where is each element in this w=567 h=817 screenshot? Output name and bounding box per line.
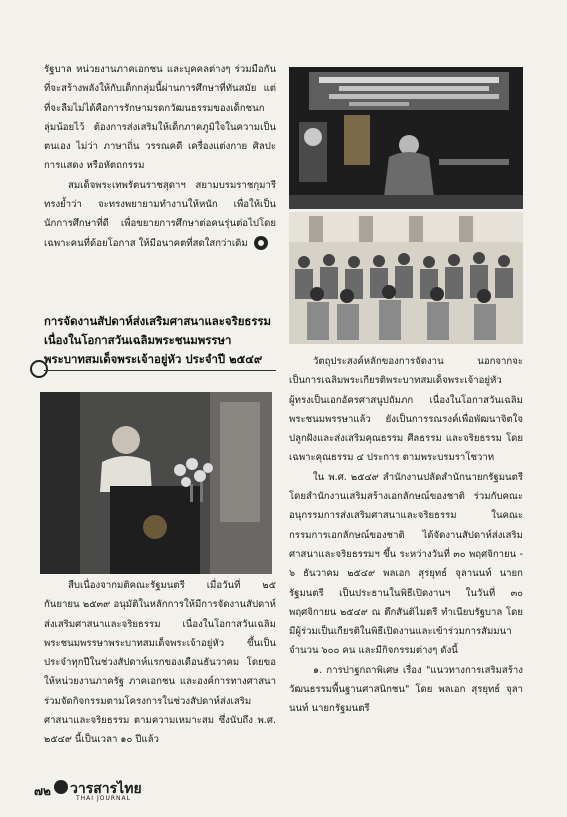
right-column-text <box>289 352 523 719</box>
journal-logo-english: THAI JOURNAL <box>76 795 131 802</box>
left-column-top-text <box>44 60 276 253</box>
page-number: ๗๒ <box>34 784 51 798</box>
paragraph-text: สมเด็จพระเทพรัตนราชสุดาฯ สยามบรมราชกุมารี ทรงย้ำว่า จะทรงพยายามทำงานให้หนัก เพื่อให้เป็นนักการศึกษาที่ดี เพื่อขยายการศึกษาต่อคนรุ่นต่อไปโดยเฉพาะคนที่ด้อยโอกาส ให้มีอนาคตที่สดใสกว่าเดิม <box>44 179 276 249</box>
heading-underline <box>44 370 276 371</box>
photo-ceremony-stage <box>289 67 523 209</box>
section-heading <box>44 312 276 371</box>
journal-logo-icon <box>54 780 68 794</box>
journal-logo-thai: วารสารไทย <box>70 781 142 797</box>
paragraph: รัฐบาล หน่วยงานภาคเอกชน และบุคคลต่างๆ ร่วมมือกันที่จะสร้างพลังให้กับเด็กกลุ่มนี้ผ่านการศึกษาที่ทันสมัย แต่ที่จะลืมไม่ได้คือการรักษามรดกวัฒนธรรมของเด็กชนกลุ่มน้อยไว้ ต้องการส่งเสริมให้เด็กภาคภูมิใจในความเป็นตนเอง ไม่ว่า ภาษาถิ่น วรรณคดี เครื่องแต่งกาย ศิลปะการแสดง หรือหัตถกรรม <box>44 64 276 172</box>
paragraph: สืบเนื่องจากมติคณะรัฐมนตรี เมื่อวันที่ ๒๕ กันยายน ๒๕๓๙ อนุมัติในหลักการให้มีการจัดงานสัปดาห์ส่งเสริมศาสนาและจริยธรรม เนื่องในโอกาสวันเฉลิมพระชนมพรรษาพระบาทสมเด็จพระเจ้าอยู่หัว ขึ้นเป็นประจำทุกปีในช่วงสัปดาห์แรกของเดือนธันวาคม โดยขอให้หน่วยงานภาครัฐ ภาคเอกชน และองค์การทางศาสนาร่วมจัดกิจกรรมตามโครงการในช่วงสัปดาห์ส่งเสริมศาสนาและจริยธรรม ตามความเหมาะสม ซึ่งนับถึง พ.ศ. ๒๕๔๙ นี้เป็นเวลา ๑๐ ปีแล้ว <box>44 580 276 746</box>
paragraph <box>44 176 276 253</box>
paragraph: วัตถุประสงค์หลักของการจัดงาน นอกจากจะเป็นการเฉลิมพระเกียรติพระบาทสมเด็จพระเจ้าอยู่หัวผู้ทรงเป็นเอกอัครศาสนูปถัมภก เนื่องในโอกาสวันเฉลิมพระชนมพรรษาแล้ว ยังเป็นการรณรงค์เพื่อพัฒนาจิตใจ ปลูกฝังและส่งเสริมคุณธรรม ศีลธรรม และจริยธรรม โดยเฉพาะคุณธรรม ๔ ประการ ตามพระบรมราโชวาท <box>289 356 523 464</box>
heading-line: การจัดงานสัปดาห์ส่งเสริมศาสนาและจริยธรรม <box>44 314 272 328</box>
page-footer <box>34 778 154 802</box>
left-column-bottom-text <box>44 576 276 750</box>
end-of-article-icon <box>254 236 268 250</box>
heading-line: เนื่องในโอกาสวันเฉลิมพระชนมพรรษา <box>44 333 232 347</box>
paragraph: ๑. การปาฐกถาพิเศษ เรื่อง "แนวทางการเสริมสร้างวัฒนธรรมพื้นฐานศาสนิกชน" โดย พลเอก สุรยุทธ์ จุลานนท์ นายกรัฐมนตรี <box>289 664 523 715</box>
heading-line: พระบาทสมเด็จพระเจ้าอยู่หัว ประจำปี ๒๕๔๙ <box>44 352 263 366</box>
photo-speaker-podium <box>40 392 272 574</box>
paragraph: ใน พ.ศ. ๒๕๔๙ สำนักงานปลัดสำนักนายกรัฐมนตรี โดยสำนักงานเสริมสร้างเอกลักษณ์ของชาติ ร่วมกับคณะอนุกรรมการส่งเสริมศาสนาและจริยธรรม ในคณะกรรมการเอกลักษณ์ของชาติ ได้จัดงานสัปดาห์ส่งเสริมศาสนาและจริยธรรมฯ ขึ้น ระหว่างวันที่ ๓๐ พฤศจิกายน - ๖ ธันวาคม ๒๕๔๙ พลเอก สุรยุทธ์ จุลานนท์ นายกรัฐมนตรี เป็นประธานในพิธีเปิดงานฯ ในวันที่ ๓๐ พฤศจิกายน ๒๕๔๙ ณ ตึกสันติไมตรี ทำเนียบรัฐบาล โดยมีผู้ร่วมเป็นเกียรติในพิธีเปิดงานและเข้าร่วมการสัมมนา จำนวน ๖๐๐ คน และมีกิจกรรมต่างๆ ดังนี้ <box>289 471 523 657</box>
photo-audience <box>289 212 523 344</box>
